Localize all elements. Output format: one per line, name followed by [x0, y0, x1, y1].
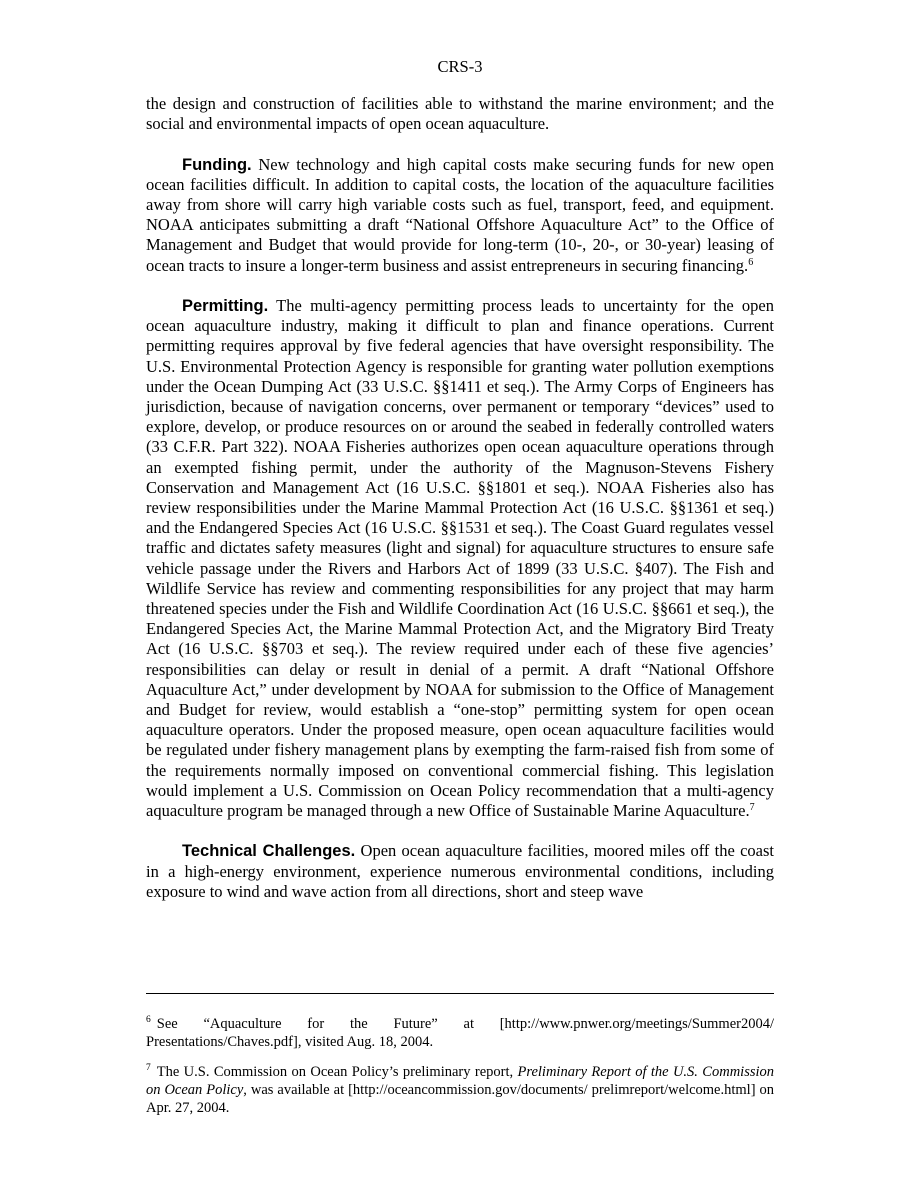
footnotes [146, 1015, 774, 1129]
page-header: CRS-3 [437, 57, 483, 76]
technical-challenges-paragraph [146, 841, 774, 902]
funding-text: New technology and high capital costs make securing funds for new open ocean facilities difficult. In addition to capital costs, the location of the aquaculture facilities away from shore will carry high variable costs such as fuel, transport, feed, and equipment. NOAA anticipates submitting a draft “National Offshore Aquaculture Act” to the Office of Management and Budget that would provide for long-term (10-, 20-, or 30-year) leasing of ocean tracts to insure a longer-term business and assist entrepreneurs in securing financing. [146, 154, 774, 275]
footnote-6-mark: 6 [146, 1015, 151, 1025]
footnote-divider [146, 993, 774, 994]
footnote-7 [146, 1063, 774, 1117]
permitting-paragraph [146, 296, 774, 821]
body-text [146, 94, 774, 922]
technical-challenges-heading: Technical Challenges. [182, 842, 356, 861]
footnote-ref-7: 7 [749, 802, 755, 814]
footnote-6 [146, 1015, 774, 1051]
continued-paragraph: the design and construction of facilities able to withstand the marine environment; and the social and environmental impacts of open ocean aquaculture. [146, 94, 774, 134]
technical-challenges-text: Open ocean aquaculture facilities, moored miles off the coast in a high-energy environment, experience numerous environmental conditions, including exposure to wind and wave action from all directions, short and steep wave [146, 841, 775, 901]
footnote-7-report-title: Preliminary Report of the U.S. Commission on Ocean Policy [146, 1064, 775, 1098]
funding-heading: Funding. [182, 155, 252, 174]
footnote-7-mark: 7 [146, 1063, 151, 1073]
funding-paragraph [146, 155, 774, 276]
permitting-text: The multi-agency permitting process leads to uncertainty for the open ocean aquaculture industry, making it difficult to plan and finance operations. Current permitting requires approval by five federal agencies that have oversight responsibility. The U.S. Environmental Protection Agency is responsible for granting water pollution exemptions under the Ocean Dumping Act (33 U.S.C. §§1411 et seq.). The Army Corps of Engineers has jurisdiction, because of navigation concerns, over permanent or temporary “devices” used to explore, develop, or produce resources on or around the seabed in federally controlled waters (33 C.F.R. Part 322). NOAA Fisheries authorizes open ocean aquaculture operations through an exempted fishing permit, under the authority of the Magnuson-Stevens Fishery Conservation and Management Act (16 U.S.C. §§1801 et seq.). NOAA Fisheries also has review responsibilities under the Marine Mammal Protection Act (16 U.S.C. §§1361 et seq.) and the Endangered Species Act (16 U.S.C. §§1531 et seq.). The Coast Guard regulates vessel traffic and dictates safety measures (light and signal) for aquaculture structures to ensure safe vehicle passage under the Rivers and Harbors Act of 1899 (33 U.S.C. §407). The Fish and Wildlife Service has review and commenting responsibilities for any project that may harm threatened species under the Fish and Wildlife Coordination Act (16 U.S.C. §§661 et seq.), the Endangered Species Act, the Marine Mammal Protection Act, and the Migratory Bird Treaty Act (16 U.S.C. §§703 et seq.). The review required under each of these five agencies’ responsibilities can delay or result in denial of a permit. A draft “National Offshore Aquaculture Act,” under development by NOAA for submission to the Office of Management and Budget for review, would establish a “one-stop” permitting system for open ocean aquaculture operators. Under the proposed measure, open ocean aquaculture facilities would be regulated under fishery management plans by exempting the farm-raised fish from some of the requirements normally imposed on conventional commercial fishing. This legislation would implement a U.S. Commission on Ocean Policy recommendation that a multi-agency aquaculture program be managed through a new Office of Sustainable Marine Aquaculture. [146, 296, 774, 821]
footnote-ref-6: 6 [748, 256, 754, 268]
footnote-6-text: See “Aquaculture for the Future” at [http://www.pnwer.org/meetings/Summer2004/ Presentations/Chaves.pdf], visited Aug. 18, 2004. [146, 1016, 774, 1050]
permitting-heading: Permitting. [182, 297, 269, 315]
footnote-7-text-after: , was available at [http://oceancommission.gov/documents/ prelimreport/welcome.html] on Apr. 27, 2004. [146, 1082, 774, 1116]
footnote-7-text-before: The U.S. Commission on Ocean Policy’s preliminary report, [156, 1064, 518, 1080]
